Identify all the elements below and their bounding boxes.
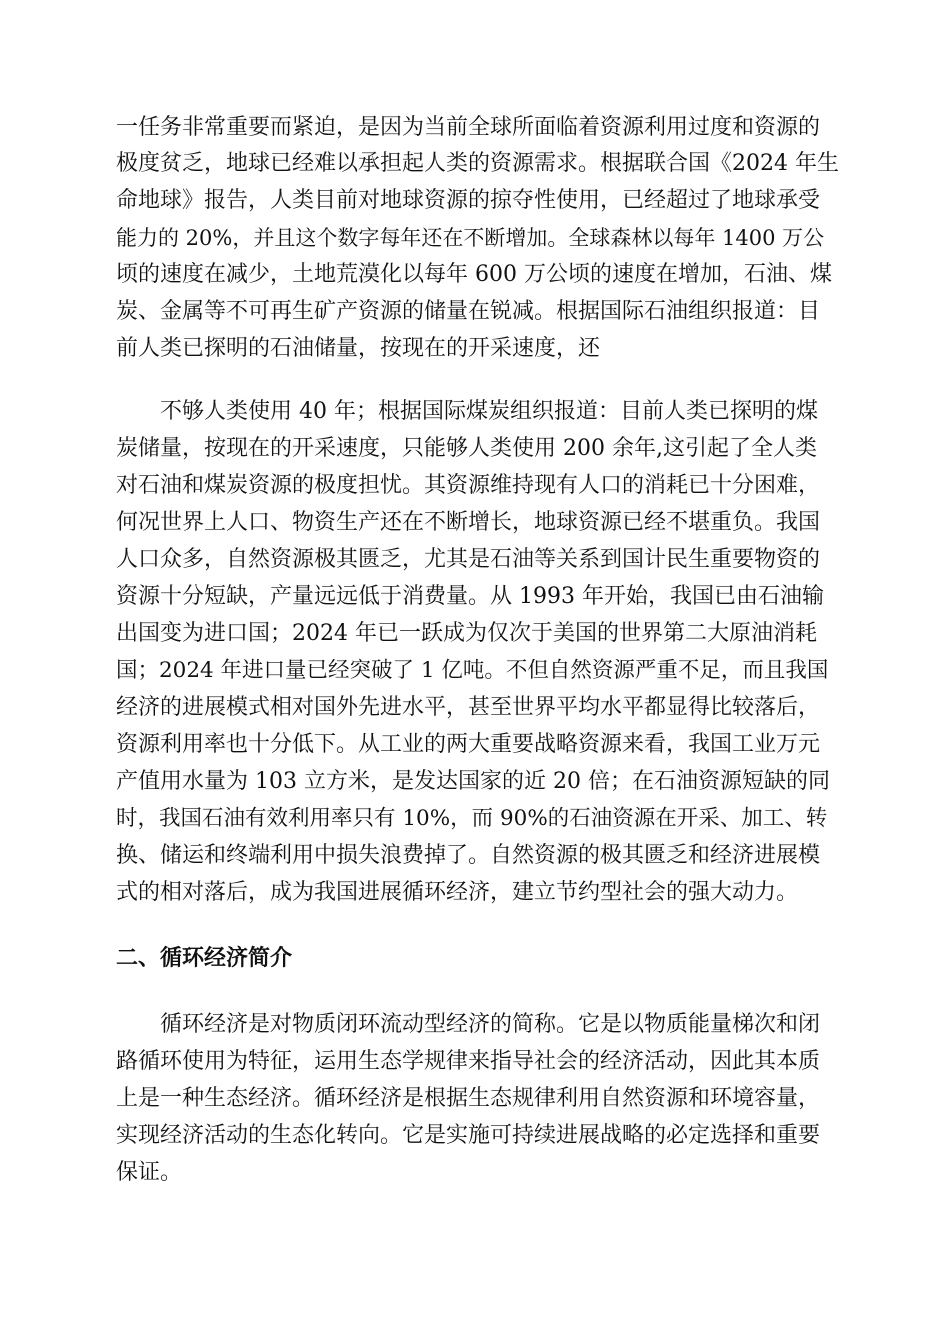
paragraph-line: 何况世界上人口、物资生产还在不断增长，地球资源已经不堪重负。我国 xyxy=(116,510,821,535)
paragraph-line: 式的相对落后，成为我国进展循环经济，建立节约型社会的强大动力。 xyxy=(116,880,799,905)
paragraph-line: 国；2024 年进口量已经突破了 1 亿吨。不但自然资源严重不足，而且我国 xyxy=(116,658,829,683)
paragraph-line: 极度贫乏，地球已经难以承担起人类的资源需求。根据联合国《2024 年生 xyxy=(116,151,839,176)
paragraph-line: 经济的进展模式相对国外先进水平，甚至世界平均水平都显得比较落后， xyxy=(116,695,821,720)
paragraph-line: 顷的速度在减少，土地荒漠化以每年 600 万公顷的速度在增加，石油、煤 xyxy=(116,262,832,287)
paragraph-line: 一任务非常重要而紧迫，是因为当前全球所面临着资源利用过度和资源的 xyxy=(116,115,821,140)
paragraph-line: 炭、金属等不可再生矿产资源的储量在锐减。根据国际石油组织报道：目 xyxy=(116,299,821,324)
paragraph-line: 人口众多，自然资源极其匮乏，尤其是石油等关系到国计民生重要物资的 xyxy=(116,547,821,572)
section-heading: 二、循环经济简介 xyxy=(116,946,293,971)
paragraph-line: 实现经济活动的生态化转向。它是实施可持续进展战略的必定选择和重要 xyxy=(116,1123,821,1148)
paragraph-line: 炭储量，按现在的开采速度，只能够人类使用 200 余年,这引起了全人类 xyxy=(116,436,817,461)
paragraph-line: 命地球》报告，人类目前对地球资源的掠夺性使用，已经超过了地球承受 xyxy=(116,188,821,213)
paragraph-line: 上是一种生态经济。循环经济是根据生态规律利用自然资源和环境容量， xyxy=(116,1086,821,1111)
paragraph-line: 对石油和煤炭资源的极度担忧。其资源维持现有人口的消耗已十分困难， xyxy=(116,473,821,498)
paragraph-line: 出国变为进口国；2024 年已一跃成为仅次于美国的世界第二大原油消耗 xyxy=(116,621,817,646)
paragraph-line: 不够人类使用 40 年；根据国际煤炭组织报道：目前人类已探明的煤 xyxy=(160,399,818,424)
paragraph-line: 前人类已探明的石油储量，按现在的开采速度，还 xyxy=(116,336,601,361)
paragraph-line: 资源利用率也十分低下。从工业的两大重要战略资源来看，我国工业万元 xyxy=(116,732,821,757)
paragraph-line: 能力的 20%，并且这个数字每年还在不断增加。全球森林以每年 1400 万公 xyxy=(116,226,825,250)
paragraph-line: 时，我国石油有效利用率只有 10%，而 90%的石油资源在开采、加工、转 xyxy=(116,806,828,831)
paragraph-line: 路循环使用为特征，运用生态学规律来指导社会的经济活动，因此其本质 xyxy=(116,1049,821,1074)
paragraph-line: 资源十分短缺，产量远远低于消费量。从 1993 年开始，我国已由石油输 xyxy=(116,584,824,609)
paragraph-line: 保证。 xyxy=(116,1160,183,1185)
paragraph-line: 产值用水量为 103 立方米，是发达国家的近 20 倍；在石油资源短缺的同 xyxy=(116,769,830,794)
paragraph-line: 循环经济是对物质闭环流动型经济的简称。它是以物质能量梯次和闭 xyxy=(160,1012,821,1037)
paragraph-line: 换、储运和终端利用中损失浪费掉了。自然资源的极其匮乏和经济进展模 xyxy=(116,843,821,868)
